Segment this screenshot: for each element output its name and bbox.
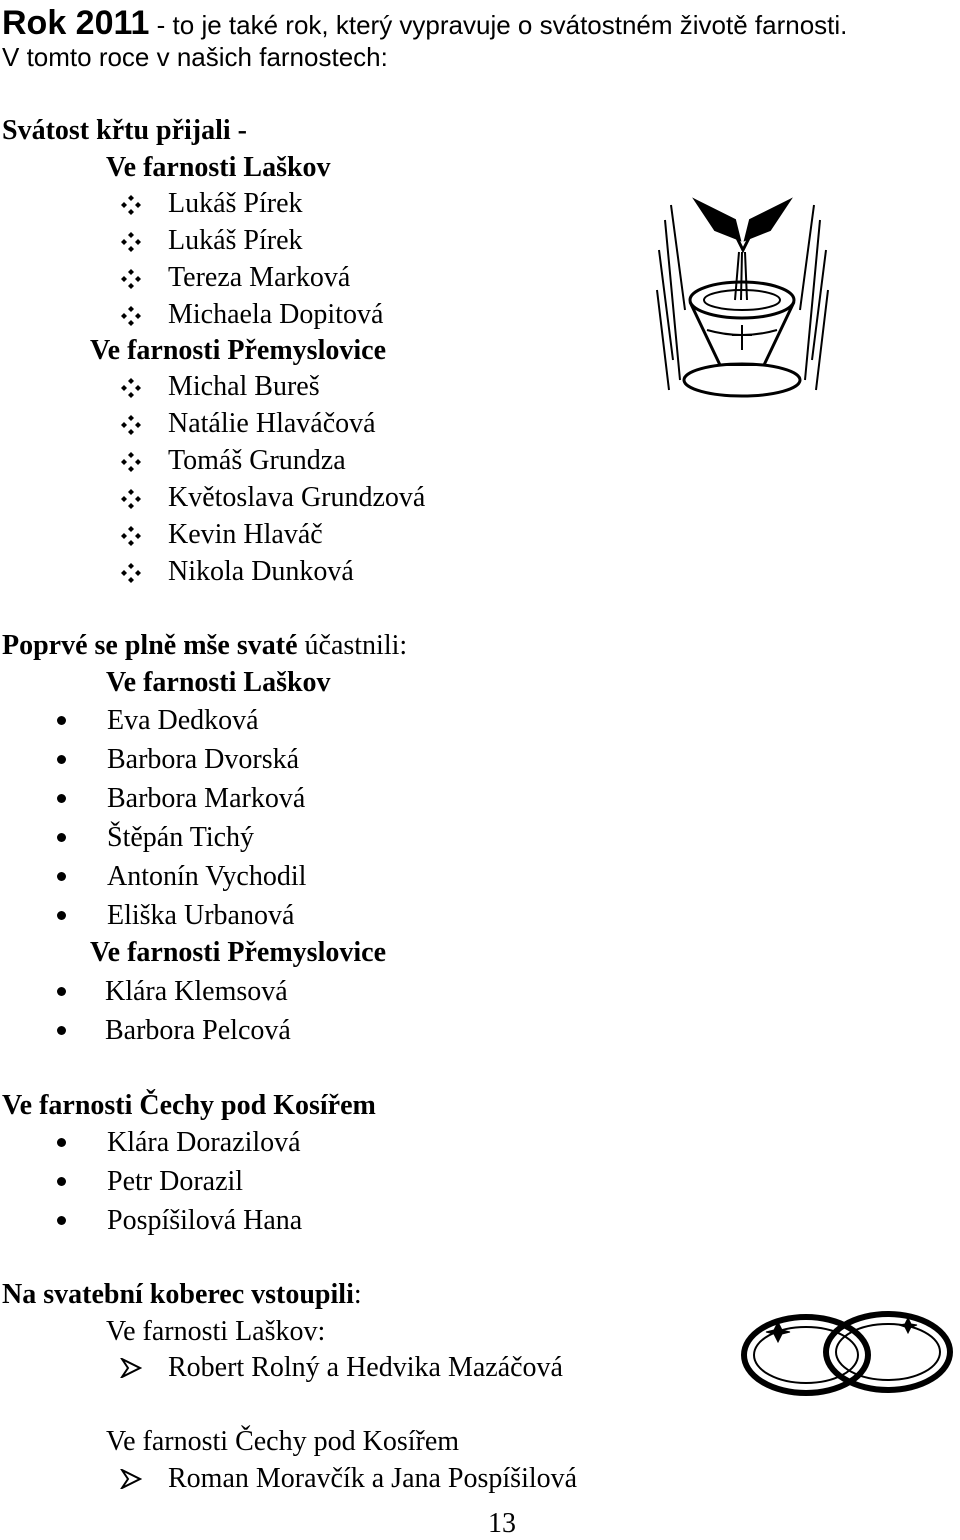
diamond-bullet-icon (120, 194, 142, 216)
list-item: Klára Klemsová (105, 976, 288, 1007)
baptism-parish-premyslovice: Ve farnosti Přemyslovice (90, 335, 386, 366)
heading-line2: V tomto roce v našich farnostech: (2, 42, 388, 72)
round-bullet-icon (57, 1026, 66, 1035)
list-item: Květoslava Grundzová (168, 482, 426, 513)
list-item: Michal Bureš (168, 371, 320, 402)
communion-parish-premyslovice: Ve farnosti Přemyslovice (90, 937, 386, 968)
list-item: Barbora Pelcová (105, 1015, 291, 1046)
list-item: Robert Rolný a Hedvika Mazáčová (168, 1352, 563, 1383)
communion-title (2, 632, 407, 660)
list-item: Lukáš Pírek (168, 188, 303, 219)
list-item: Antonín Vychodil (107, 861, 307, 892)
diamond-bullet-icon (120, 268, 142, 290)
list-item: Kevin Hlaváč (168, 519, 323, 550)
list-item: Lukáš Pírek (168, 225, 303, 256)
list-item: Eliška Urbanová (107, 900, 295, 931)
baptismal-font-icon (655, 190, 830, 410)
list-item: Michaela Dopitová (168, 299, 384, 330)
list-item: Petr Dorazil (107, 1166, 244, 1197)
wedding-title-bold: Na svatební koberec vstoupili (2, 1279, 354, 1310)
baptism-parish-laskov: Ve farnosti Laškov (106, 152, 331, 183)
wedding-rings-icon (738, 1300, 958, 1405)
heading-rest: - to je také rok, který vypravuje o svátostném životě farnosti. (149, 10, 848, 40)
list-item: Barbora Marková (107, 783, 306, 814)
round-bullet-icon (57, 987, 66, 996)
diamond-bullet-icon (120, 451, 142, 473)
round-bullet-icon (57, 716, 66, 725)
communion-parish-cechy: Ve farnosti Čechy pod Kosířem (2, 1090, 376, 1121)
round-bullet-icon (57, 911, 66, 920)
diamond-bullet-icon (120, 562, 142, 584)
communion-title-rest: účastnili: (297, 630, 408, 661)
round-bullet-icon (57, 872, 66, 881)
arrow-bullet-icon (120, 1469, 142, 1489)
round-bullet-icon (57, 1138, 66, 1147)
diamond-bullet-icon (120, 414, 142, 436)
list-item: Pospíšilová Hana (107, 1205, 303, 1236)
diamond-bullet-icon (120, 525, 142, 547)
round-bullet-icon (57, 794, 66, 803)
round-bullet-icon (57, 1216, 66, 1225)
round-bullet-icon (57, 1177, 66, 1186)
list-item: Štěpán Tichý (107, 822, 255, 853)
communion-parish-laskov: Ve farnosti Laškov (106, 667, 331, 698)
wedding-title-rest: : (353, 1279, 362, 1310)
round-bullet-icon (57, 833, 66, 842)
diamond-bullet-icon (120, 377, 142, 399)
arrow-bullet-icon (120, 1358, 142, 1378)
baptism-title: Svátost křtu přijali - (2, 115, 247, 146)
diamond-bullet-icon (120, 231, 142, 253)
list-item: Klára Dorazilová (107, 1127, 301, 1158)
diamond-bullet-icon (120, 488, 142, 510)
wedding-title (2, 1281, 362, 1309)
communion-title-bold: Poprvé se plně mše svaté (2, 630, 298, 661)
list-item: Barbora Dvorská (107, 744, 300, 775)
heading-year: Rok 2011 (2, 4, 150, 42)
wedding-parish-cechy: Ve farnosti Čechy pod Kosířem (106, 1426, 460, 1457)
list-item: Tereza Marková (168, 262, 351, 293)
round-bullet-icon (57, 755, 66, 764)
list-item: Natálie Hlaváčová (168, 408, 376, 439)
list-item: Tomáš Grundza (168, 445, 346, 476)
list-item: Roman Moravčík a Jana Pospíšilová (168, 1463, 578, 1494)
wedding-parish-laskov: Ve farnosti Laškov: (106, 1316, 326, 1347)
page-number: 13 (488, 1508, 516, 1539)
list-item: Nikola Dunková (168, 556, 354, 587)
heading-line (2, 6, 847, 40)
list-item: Eva Dedková (107, 705, 259, 736)
diamond-bullet-icon (120, 305, 142, 327)
